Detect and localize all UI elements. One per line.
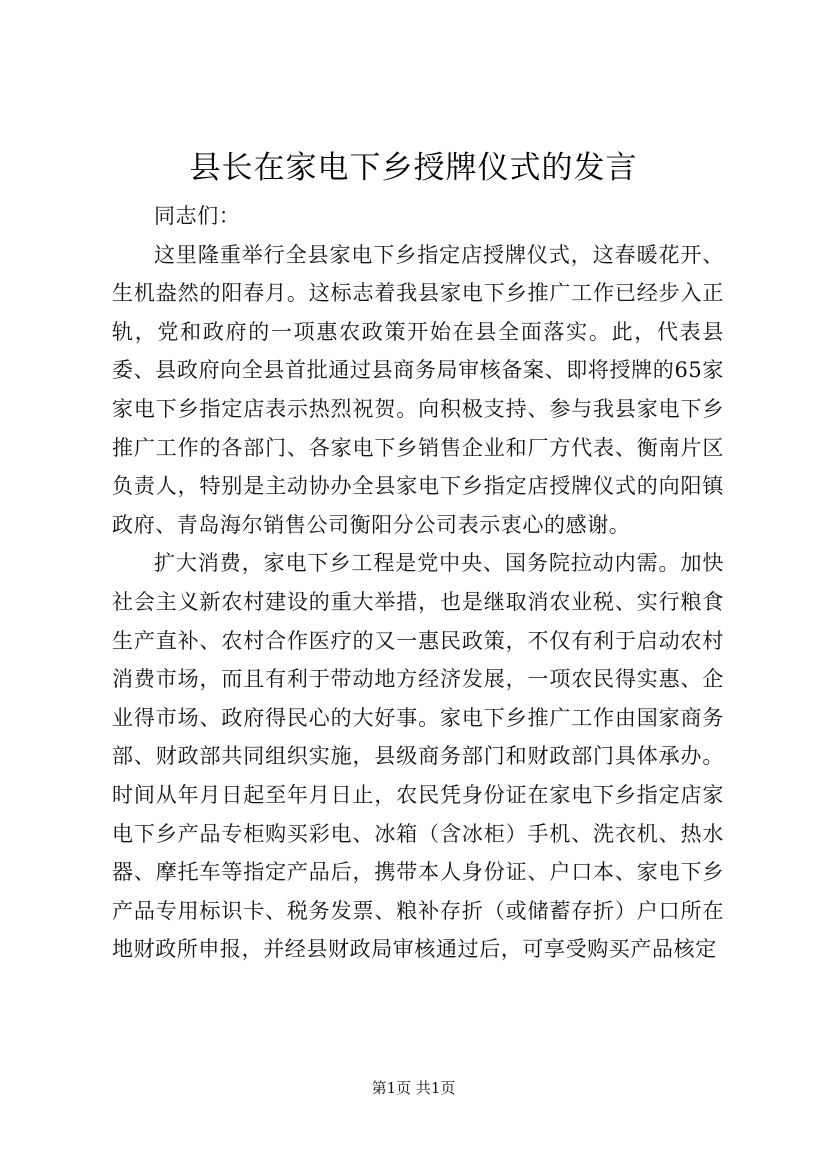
- salutation: 同志们：: [154, 204, 241, 228]
- paragraph-1: 这里隆重举行全县家电下乡指定店授牌仪式，这春暖花开、生机盎然的阳春月。这标志着我县家电下乡推广工作已经步入正轨，党和政府的一项惠农政策开始在县全面落实。此，代表县委、县政府向全县首批通过县商务局审核备案、即将授牌的65家家电下乡指定店表示热烈祝贺。向积极支持、参与我县家电下乡推广工作的各部门、各家电下乡销售企业和厂方代表、衡南片区负责人，特别是主动协办全县家电下乡指定店授牌仪式的向阳镇政府、青岛海尔销售公司衡阳分公司表示衷心的感谢。: [112, 242, 724, 537]
- paragraph-2: 扩大消费，家电下乡工程是党中央、国务院拉动内需。加快社会主义新农村建设的重大举措，也是继取消农业税、实行粮食生产直补、农村合作医疗的又一惠民政策，不仅有利于启动农村消费市场，而且有利于带动地方经济发展，一项农民得实惠、企业得市场、政府得民心的大好事。家电下乡推广工作由国家商务部、财政部共同组织实施，县级商务部门和财政部门具体承办。时间从年月日起至年月日止，农民凭身份证在家电下乡指定店家电下乡产品专柜购买彩电、冰箱（含冰柜）手机、洗衣机、热水器、摩托车等指定产品后，携带本人身份证、户口本、家电下乡产品专用标识卡、税务发票、粮补存折（或储蓄存折）户口所在地财政所申报，并经县财政局审核通过后，可享受购买产品核定: [112, 551, 724, 962]
- document-body: [112, 197, 724, 969]
- document-title: 县长在家电下乡授牌仪式的发言: [189, 150, 638, 186]
- page-number-footer: 第1页 共1页: [371, 1079, 456, 1097]
